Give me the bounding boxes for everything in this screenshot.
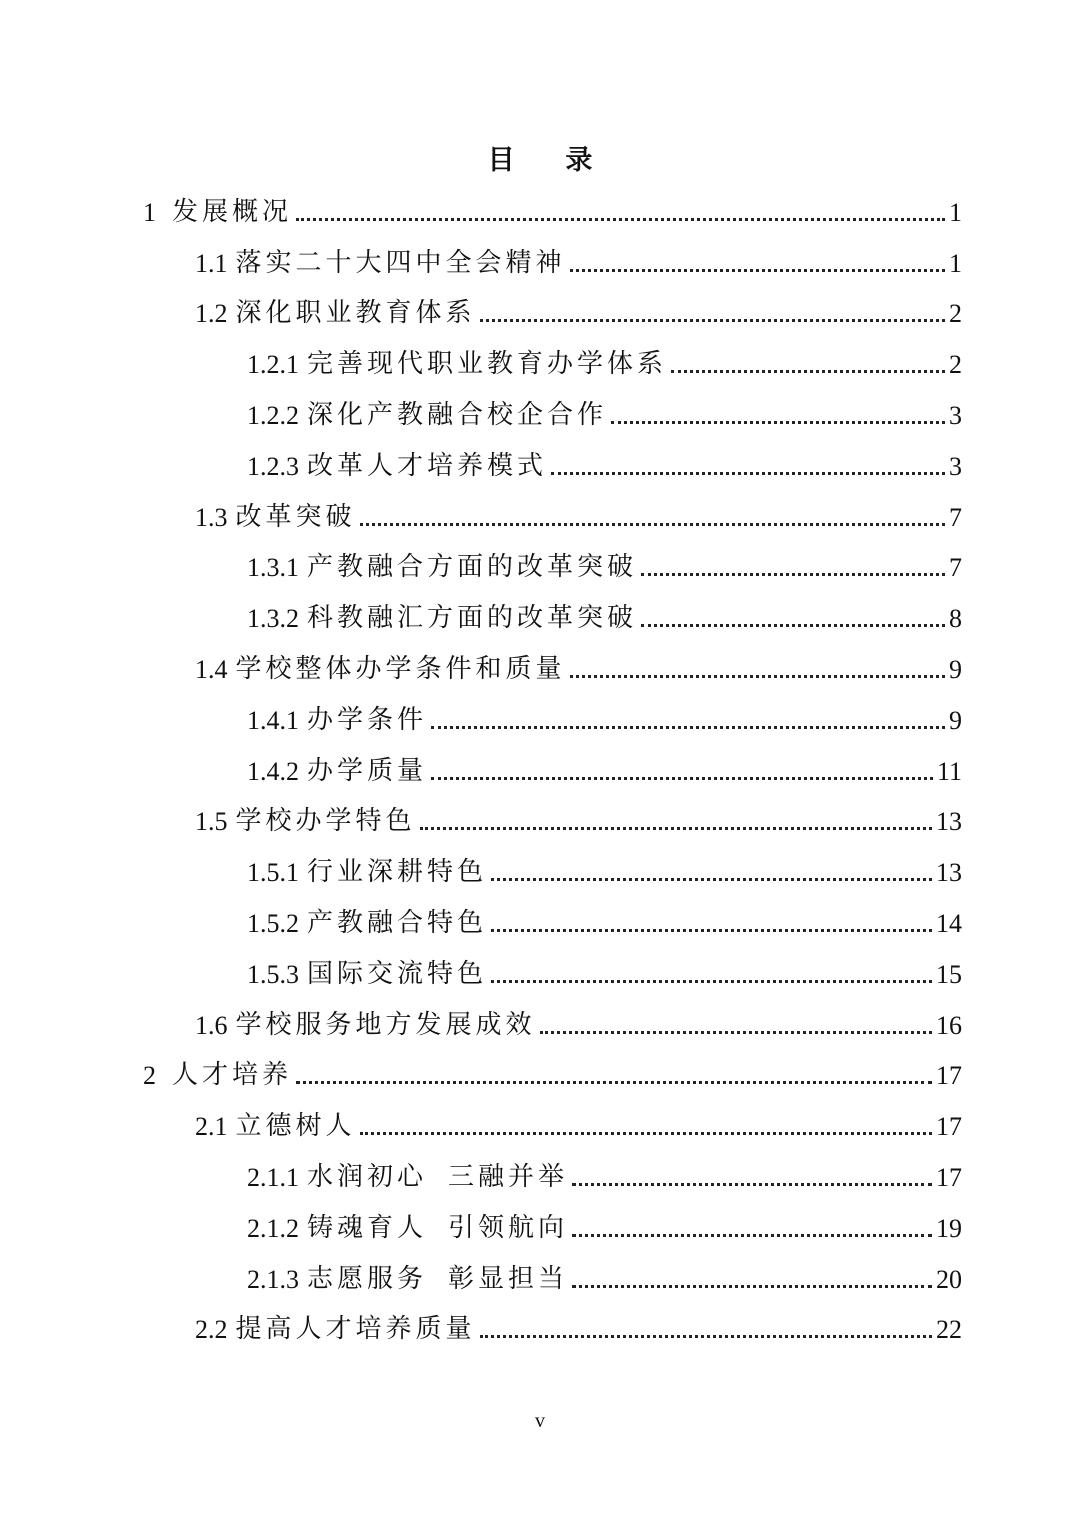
toc-dot-leader xyxy=(431,777,933,780)
toc-entry-title: 办学质量 xyxy=(307,755,428,785)
toc-dot-leader xyxy=(671,370,945,373)
toc-entry-page: 1 xyxy=(949,248,962,278)
toc-entry[interactable] xyxy=(0,541,1080,592)
toc-dot-leader xyxy=(540,1031,932,1034)
toc-entry-number: 1.4 xyxy=(195,654,228,684)
toc-dot-leader xyxy=(570,269,945,272)
toc-entry-title: 改革人才培养模式 xyxy=(307,450,548,480)
toc-entry-title: 完善现代职业教育办学体系 xyxy=(307,349,668,379)
toc-dot-leader xyxy=(551,472,945,475)
toc-entry[interactable] xyxy=(0,1303,1080,1354)
toc-entry-number: 1.6 xyxy=(195,1010,228,1040)
toc-dot-leader xyxy=(296,218,945,221)
toc-entry-page: 9 xyxy=(949,654,962,684)
toc-entry[interactable] xyxy=(0,896,1080,947)
toc-entry-title: 志愿服务 彰显担当 xyxy=(307,1263,569,1293)
toc-entry[interactable] xyxy=(0,287,1080,338)
toc-entry[interactable] xyxy=(0,1099,1080,1150)
toc-entry[interactable] xyxy=(0,947,1080,998)
toc-entry-number: 1.2 xyxy=(195,299,228,329)
toc-entry-title: 行业深耕特色 xyxy=(307,857,488,887)
toc-entry-page: 7 xyxy=(949,502,962,532)
toc-entry-page: 7 xyxy=(949,553,962,583)
toc-entry[interactable] xyxy=(0,642,1080,693)
toc-entry[interactable] xyxy=(0,337,1080,388)
toc-entry-title: 水润初心 三融并举 xyxy=(307,1161,569,1191)
toc-entry-title: 国际交流特色 xyxy=(307,958,488,988)
toc-entry[interactable] xyxy=(0,1049,1080,1100)
page-number: v xyxy=(535,1410,545,1432)
toc-entry-title: 学校服务地方发展成效 xyxy=(235,1009,536,1039)
toc-entry[interactable] xyxy=(0,845,1080,896)
toc-dot-leader xyxy=(491,878,932,881)
toc-dot-leader xyxy=(491,980,932,983)
toc-entry-title: 深化职业教育体系 xyxy=(235,298,476,328)
toc-dot-leader xyxy=(572,1183,932,1186)
toc-entry-title: 办学条件 xyxy=(307,704,428,734)
toc-entry-title: 学校整体办学条件和质量 xyxy=(235,653,566,683)
toc-entry-page: 11 xyxy=(936,756,962,786)
toc-dot-leader xyxy=(480,1335,932,1338)
toc-entry-page: 9 xyxy=(949,705,962,735)
toc-entry-page: 3 xyxy=(949,400,962,430)
toc-dot-leader xyxy=(641,624,945,627)
toc-entry-number: 1.5.2 xyxy=(247,908,299,938)
toc-dot-leader xyxy=(296,1081,932,1084)
toc-entry-page: 8 xyxy=(949,604,962,634)
toc-entry[interactable] xyxy=(0,1252,1080,1303)
toc-entry-page: 17 xyxy=(936,1061,962,1091)
toc-entry-page: 17 xyxy=(936,1162,962,1192)
toc-entry-title: 改革突破 xyxy=(235,501,356,531)
toc-entry-page: 13 xyxy=(936,807,962,837)
toc-entry-title: 落实二十大四中全会精神 xyxy=(235,247,566,277)
toc-entry-page: 22 xyxy=(936,1315,962,1345)
toc-entry-page: 16 xyxy=(936,1010,962,1040)
toc-entry[interactable] xyxy=(0,1201,1080,1252)
toc-entry[interactable] xyxy=(0,795,1080,846)
toc-entry-number: 2 xyxy=(143,1061,156,1091)
toc-entry-number: 1 xyxy=(143,197,156,227)
toc-entry-number: 1.3.2 xyxy=(247,604,299,634)
toc-entry[interactable] xyxy=(0,591,1080,642)
toc-entry-title: 深化产教融合校企合作 xyxy=(307,399,608,429)
toc-entry-page: 14 xyxy=(936,908,962,938)
toc-entry-title: 提高人才培养质量 xyxy=(235,1314,476,1344)
toc-dot-leader xyxy=(572,1234,932,1237)
toc-entry-page: 13 xyxy=(936,858,962,888)
toc-entry[interactable] xyxy=(0,1150,1080,1201)
toc-dot-leader xyxy=(431,726,945,729)
table-of-contents xyxy=(0,185,1080,1353)
page-title: 目 录 xyxy=(487,145,615,175)
toc-entry[interactable] xyxy=(0,693,1080,744)
toc-entry-page: 17 xyxy=(936,1112,962,1142)
toc-dot-leader xyxy=(480,319,945,322)
toc-entry-number: 1.5.3 xyxy=(247,959,299,989)
toc-entry-number: 1.2.2 xyxy=(247,400,299,430)
toc-entry-number: 2.1.3 xyxy=(247,1264,299,1294)
toc-entry-page: 2 xyxy=(949,299,962,329)
toc-entry-title: 立德树人 xyxy=(235,1111,356,1141)
toc-entry-page: 15 xyxy=(936,959,962,989)
toc-entry[interactable] xyxy=(0,490,1080,541)
toc-entry-title: 发展概况 xyxy=(172,196,293,226)
toc-entry[interactable] xyxy=(0,439,1080,490)
toc-dot-leader xyxy=(420,827,932,830)
toc-entry[interactable] xyxy=(0,236,1080,287)
toc-entry-number: 2.1.2 xyxy=(247,1213,299,1243)
toc-entry-title: 人才培养 xyxy=(172,1060,293,1090)
toc-entry-number: 1.3 xyxy=(195,502,228,532)
toc-entry-page: 3 xyxy=(949,451,962,481)
toc-entry-page: 20 xyxy=(936,1264,962,1294)
toc-dot-leader xyxy=(641,573,945,576)
toc-entry-title: 铸魂育人 引领航向 xyxy=(307,1212,569,1242)
toc-entry-title: 科教融汇方面的改革突破 xyxy=(307,603,638,633)
toc-dot-leader xyxy=(570,675,945,678)
toc-dot-leader xyxy=(491,929,932,932)
toc-entry-number: 2.2 xyxy=(195,1315,228,1345)
toc-entry-number: 2.1.1 xyxy=(247,1162,299,1192)
toc-entry-number: 1.2.3 xyxy=(247,451,299,481)
toc-entry-title: 学校办学特色 xyxy=(235,806,416,836)
toc-dot-leader xyxy=(572,1285,932,1288)
toc-entry[interactable] xyxy=(0,998,1080,1049)
toc-dot-leader xyxy=(360,523,945,526)
toc-entry[interactable] xyxy=(0,744,1080,795)
toc-entry-number: 1.2.1 xyxy=(247,350,299,380)
toc-entry-number: 1.1 xyxy=(195,248,228,278)
toc-entry-page: 2 xyxy=(949,350,962,380)
toc-entry-number: 2.1 xyxy=(195,1112,228,1142)
toc-entry-number: 1.5 xyxy=(195,807,228,837)
toc-dot-leader xyxy=(611,421,945,424)
toc-entry[interactable] xyxy=(0,388,1080,439)
toc-dot-leader xyxy=(360,1132,932,1135)
toc-entry-title: 产教融合特色 xyxy=(307,907,488,937)
toc-entry[interactable] xyxy=(0,185,1080,236)
toc-entry-number: 1.4.2 xyxy=(247,756,299,786)
toc-entry-number: 1.3.1 xyxy=(247,553,299,583)
toc-entry-page: 1 xyxy=(949,197,962,227)
toc-entry-title: 产教融合方面的改革突破 xyxy=(307,552,638,582)
toc-entry-number: 1.5.1 xyxy=(247,858,299,888)
toc-entry-page: 19 xyxy=(936,1213,962,1243)
toc-entry-number: 1.4.1 xyxy=(247,705,299,735)
